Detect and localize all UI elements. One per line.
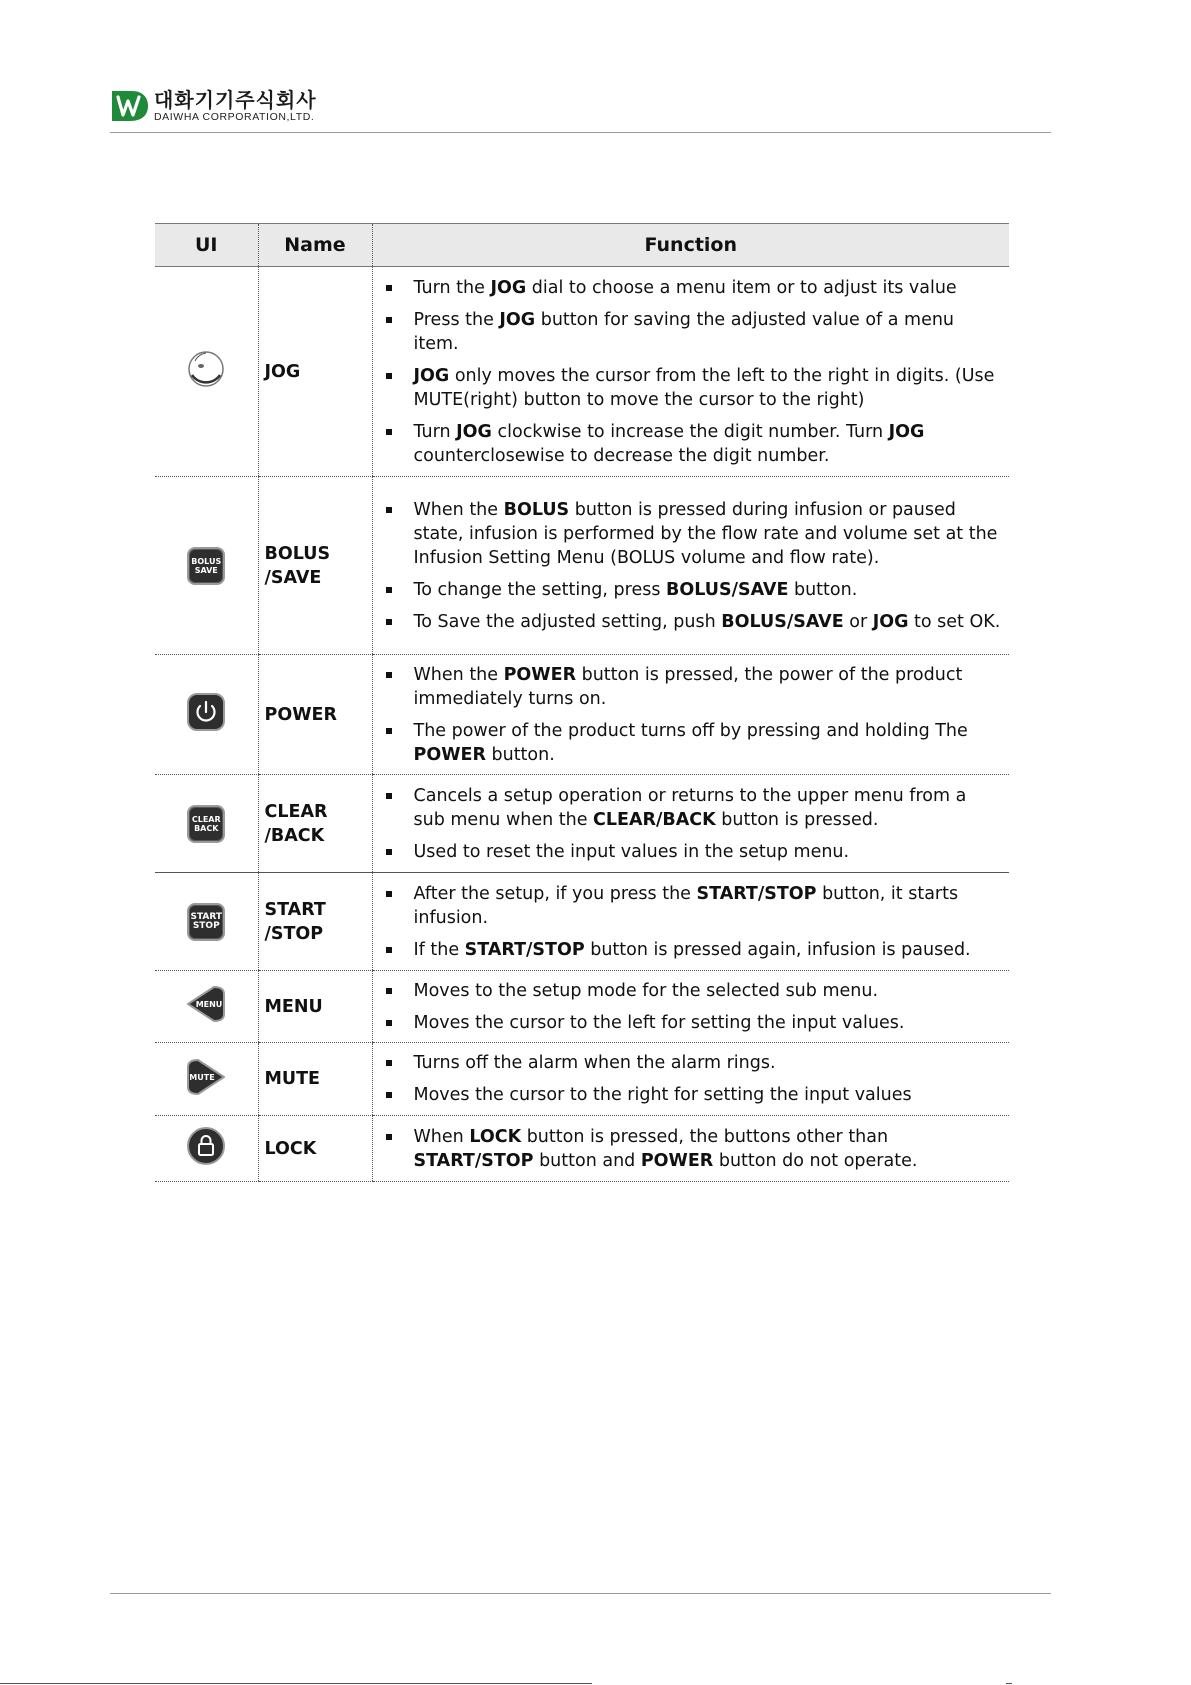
- header-divider: [110, 132, 1051, 133]
- page-bottom-mark: [1006, 1683, 1012, 1684]
- function-text: to set OK.: [908, 611, 1001, 632]
- footer-divider: [110, 1593, 1051, 1594]
- function-item: [381, 364, 1002, 412]
- function-item: [381, 420, 1002, 468]
- table-row-clear-back: [155, 775, 1009, 873]
- function-text: only moves the cursor from the left to the right in digits. (Use MUTE(right) button to move the cursor to the right): [413, 365, 995, 410]
- row-name-line: /STOP: [264, 923, 324, 944]
- function-keyword: JOG: [499, 309, 536, 330]
- function-keyword: JOG: [413, 365, 450, 386]
- icon-label: MUTE: [189, 1072, 215, 1082]
- function-text: button is pressed.: [715, 809, 879, 830]
- row-name: JOG: [258, 267, 372, 477]
- company-name-korean: 대화기기주식회사: [154, 88, 317, 112]
- icon-label: CLEAR: [191, 814, 221, 824]
- table-row-lock: [155, 1116, 1009, 1182]
- function-text: If the: [413, 939, 465, 960]
- row-name: MENU: [258, 971, 372, 1043]
- lock-button-icon: [186, 1126, 226, 1166]
- row-name: MUTE: [258, 1043, 372, 1116]
- function-text: Turn: [413, 421, 457, 442]
- function-keyword: BOLUS/SAVE: [721, 611, 844, 632]
- jog-dial-icon: [186, 349, 226, 389]
- function-text: button and: [533, 1150, 641, 1171]
- power-button-icon: [186, 692, 226, 732]
- function-keyword: JOG: [888, 421, 925, 442]
- row-name-line: /BACK: [264, 825, 325, 846]
- function-keyword: JOG: [456, 421, 492, 442]
- function-item: [381, 719, 1002, 767]
- icon-label: BOLUS: [191, 556, 222, 566]
- function-text: button is pressed during infusion or paused state, infusion is performed by the flow rate and volume set at the Infusion Setting Menu (BOLUS volume and flow rate).: [413, 499, 998, 568]
- header-function: Function: [372, 224, 1009, 267]
- row-name: [258, 477, 372, 655]
- function-item: [381, 498, 1002, 570]
- row-name-line: /SAVE: [264, 567, 322, 588]
- function-text: button.: [788, 579, 858, 600]
- clear-back-button-icon: [187, 805, 225, 843]
- icon-label: MENU: [195, 1000, 223, 1009]
- page-bottom-line: [0, 1683, 592, 1684]
- icon-label: BACK: [194, 823, 219, 833]
- function-text: When the: [413, 664, 504, 685]
- function-item: [381, 663, 1002, 711]
- function-keyword: CLEAR/BACK: [593, 809, 716, 830]
- function-text: To Save the adjusted setting, push: [413, 611, 722, 632]
- function-text: The power of the product turns off by pressing and holding The: [413, 720, 968, 741]
- function-list: [381, 882, 1002, 962]
- function-text: button, it starts infusion.: [413, 883, 959, 928]
- function-text: Moves the cursor to the left for setting the input values.: [413, 1012, 905, 1033]
- function-list: [381, 663, 1002, 767]
- company-name-english: DAIWHA CORPORATION,LTD.: [154, 111, 315, 123]
- table-row-start-stop: [155, 873, 1009, 971]
- function-text: button is pressed again, infusion is paused.: [584, 939, 971, 960]
- menu-left-arrow-button-icon: [184, 984, 228, 1024]
- function-keyword: START/STOP: [696, 883, 817, 904]
- function-item: [381, 610, 1002, 634]
- icon-label: START: [190, 911, 223, 922]
- function-text: To change the setting, press: [413, 579, 667, 600]
- function-item: [381, 938, 1002, 962]
- function-text: Moves the cursor to the right for setting the input values: [413, 1085, 912, 1105]
- function-keyword: LOCK: [469, 1126, 522, 1147]
- function-text: After the setup, if you press the: [413, 883, 697, 904]
- function-item: [381, 840, 1002, 864]
- function-keyword: POWER: [413, 744, 486, 765]
- function-text: Used to reset the input values in the setup menu.: [413, 841, 850, 862]
- function-item: [381, 578, 1002, 602]
- daiwha-logo-icon: [110, 89, 150, 123]
- row-name: [258, 873, 372, 971]
- icon-label: STOP: [192, 920, 220, 931]
- table-header-row: [155, 224, 1009, 267]
- row-name-line: START: [264, 899, 326, 920]
- function-text: button.: [485, 744, 555, 765]
- table-row-bolus-save: [155, 477, 1009, 655]
- function-text: When the: [413, 499, 504, 520]
- function-item: [381, 276, 1002, 300]
- function-item: [381, 1011, 1002, 1035]
- function-item: [381, 784, 1002, 832]
- function-text: Cancels a setup operation or returns to the upper menu from a sub menu when the: [413, 785, 967, 830]
- function-keyword: BOLUS: [503, 499, 570, 520]
- row-name: [258, 775, 372, 873]
- function-list: [381, 1125, 1002, 1173]
- row-name: LOCK: [258, 1116, 372, 1182]
- function-list: [381, 1051, 1002, 1107]
- function-item: [381, 882, 1002, 930]
- function-text: When: [413, 1126, 470, 1147]
- function-keyword: POWER: [640, 1150, 714, 1171]
- table-row-power: [155, 655, 1009, 775]
- function-list: [381, 498, 1002, 634]
- function-list: [381, 276, 1002, 468]
- function-list: [381, 979, 1002, 1035]
- function-text: button is pressed, the power of the product immediately turns on.: [413, 664, 963, 709]
- function-list: [381, 784, 1002, 864]
- bolus-save-button-icon: [187, 547, 225, 585]
- function-text: Press the: [413, 309, 500, 330]
- row-name-line: CLEAR: [264, 801, 328, 822]
- function-keyword: POWER: [503, 664, 577, 685]
- function-text: counterclosewise to decrease the digit number.: [413, 445, 830, 466]
- function-text: Turns off the alarm when the alarm rings.: [413, 1053, 776, 1073]
- start-stop-button-icon: [187, 903, 225, 941]
- function-text: button for saving the adjusted value of a menu item.: [413, 309, 955, 354]
- function-text: button do not operate.: [713, 1150, 918, 1171]
- function-text: clockwise to increase the digit number. Turn: [491, 421, 889, 442]
- row-name-line: BOLUS: [264, 543, 331, 564]
- table-row-jog: [155, 267, 1009, 477]
- table-row-menu: [155, 971, 1009, 1043]
- function-keyword: BOLUS/SAVE: [666, 579, 789, 600]
- function-item: [381, 1083, 1002, 1107]
- function-text: button is pressed, the buttons other than: [521, 1126, 889, 1147]
- header-ui: UI: [155, 224, 258, 267]
- function-text: or: [843, 611, 873, 632]
- function-item: [381, 1051, 1002, 1075]
- mute-right-arrow-button-icon: [184, 1057, 228, 1097]
- function-keyword: START/STOP: [413, 1150, 534, 1171]
- function-text: Turn the: [413, 277, 491, 298]
- header-name: Name: [258, 224, 372, 267]
- function-item: [381, 979, 1002, 1003]
- function-keyword: START/STOP: [464, 939, 585, 960]
- function-item: [381, 308, 1002, 356]
- function-text: dial to choose a menu item or to adjust its value: [526, 277, 957, 298]
- function-text: Moves to the setup mode for the selected sub menu.: [413, 980, 879, 1001]
- company-header: [110, 83, 317, 129]
- icon-label: SAVE: [194, 565, 218, 575]
- table-row-mute: [155, 1043, 1009, 1116]
- function-keyword: JOG: [490, 277, 527, 298]
- function-keyword: JOG: [872, 611, 909, 632]
- row-name: POWER: [258, 655, 372, 775]
- function-item: [381, 1125, 1002, 1173]
- button-function-table: [155, 223, 1009, 1182]
